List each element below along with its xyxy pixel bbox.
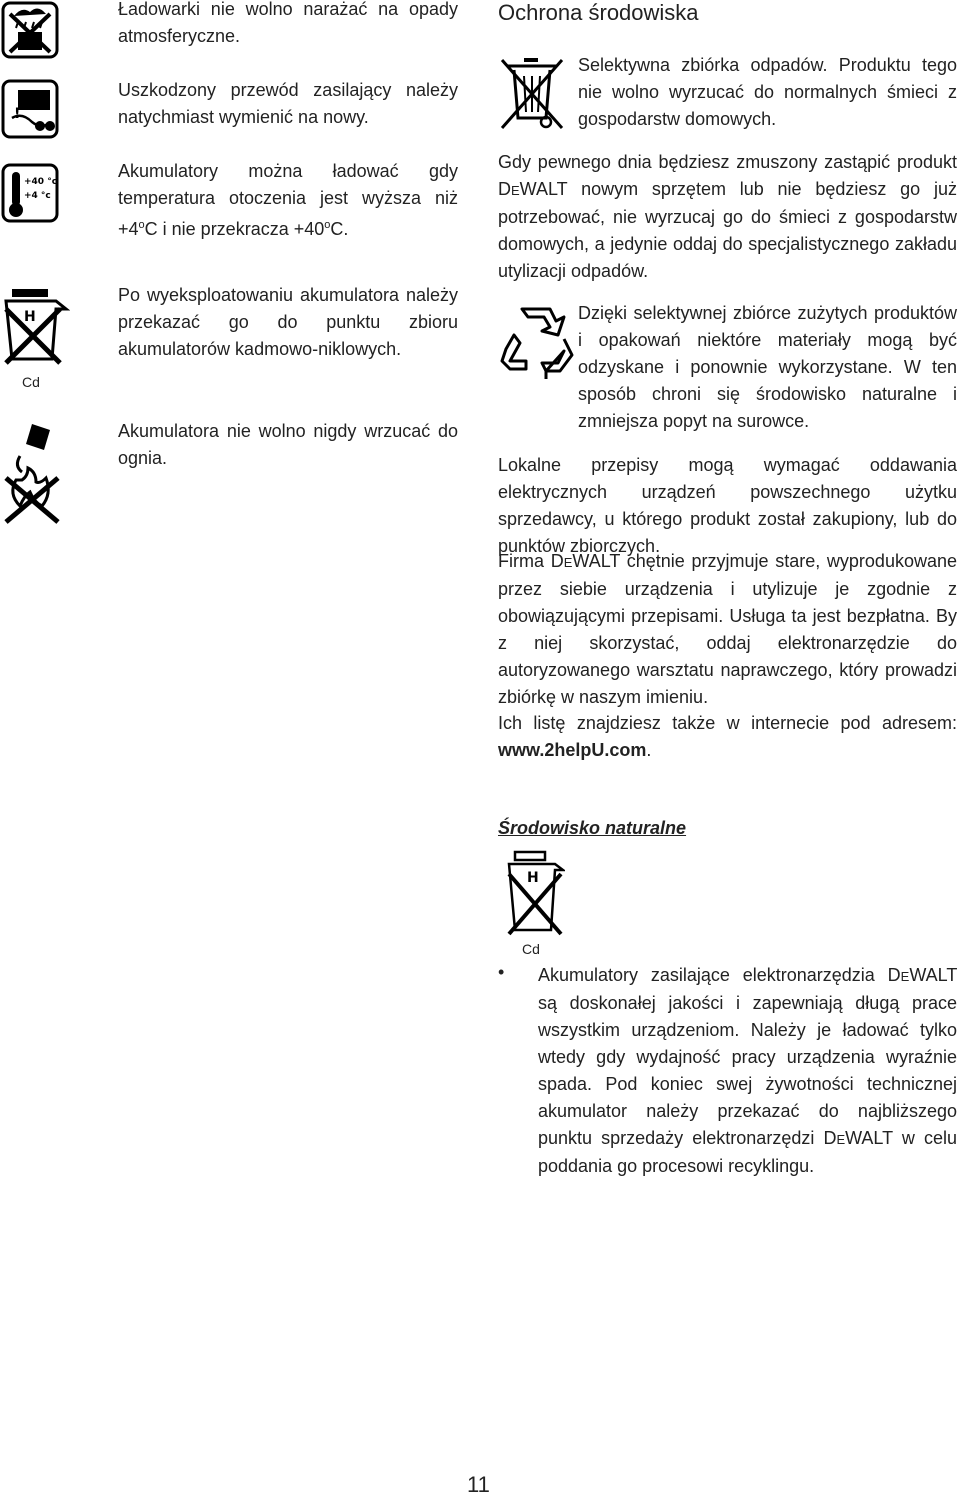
brand-dewalt-2	[551, 551, 620, 571]
left-p3-b: C i nie przekracza +40	[144, 219, 325, 239]
brand-e: E	[900, 969, 910, 984]
brand-dewalt-3	[888, 965, 957, 985]
svg-text:H: H	[24, 309, 36, 325]
right-p2-a: Gdy pewnego dnia będziesz zmuszony zastąpić produkt	[498, 152, 957, 172]
brand-e: E	[511, 183, 520, 198]
right-paragraph-5	[498, 548, 957, 711]
brand-walt: WALT	[909, 965, 957, 985]
brand-d: D	[887, 965, 901, 985]
brand-e: E	[563, 555, 573, 570]
right-p5-a: Firma	[498, 551, 551, 571]
crossed-bin-cd-icon	[0, 285, 70, 365]
brand-e: E	[836, 1132, 846, 1147]
right-p6-a: Ich listę znajdziesz także w internecie pod adresem:	[498, 713, 957, 733]
bullet-marker: •	[498, 962, 505, 982]
right-paragraph-6	[498, 710, 957, 764]
bullet-paragraph	[538, 962, 957, 1180]
brand-dewalt-1	[498, 179, 567, 199]
page-number: 11	[467, 1472, 490, 1497]
thermo-lo-label: +4 °c	[24, 191, 51, 201]
left-p3-sup1: o	[138, 219, 145, 231]
brand-dewalt-4	[823, 1128, 892, 1148]
brand-walt: WALT	[519, 179, 568, 199]
right-paragraph-1: Selektywna zbiórka odpadów. Produktu tego nie wolno wyrzucać do normalnych śmieci z gospodarstw domowych.	[578, 55, 957, 129]
thermometer-icon	[0, 162, 60, 224]
brand-walt: WALT	[572, 551, 621, 571]
crossed-bin-cd-icon-right	[505, 848, 565, 938]
right-paragraph-3: Dzięki selektywnej zbiórce zużytych produktów i opakowań niektóre materiały mogą być odzyskane i ponownie wykorzystane. W ten sposób chroni się środowisko naturalne i zmniejsza popyt na surowce.	[578, 303, 957, 431]
brand-walt: WALT	[845, 1128, 893, 1148]
right-paragraph-2	[498, 149, 957, 285]
left-paragraph-2: Uszkodzony przewód zasilający należy natychmiast wymienić na nowy.	[118, 80, 458, 127]
bullet-b: są doskonałej jakości i zapewniają długą prace wszystkim urządzeniom. Należy je ładować tylko wtedy gdy wydajność pracy urządzenia wyraźnie spada. Pod koniec swej żywotności technicznej akumulator należy przekazać do najbliższego punktu sprzedaży elektronarzędzi	[538, 993, 957, 1148]
left-p3-sup2: o	[324, 219, 331, 231]
cd-label-right: Cd	[522, 941, 540, 957]
right-paragraph-4: Lokalne przepisy mogą wymagać oddawania elektrycznych urządzeń powszechnego użytku sprzedawcy, u którego produkt został zakupiony, lub do punktów zbiorczych.	[498, 455, 957, 556]
cd-label-left: Cd	[22, 374, 40, 390]
bullet-a: Akumulatory zasilające elektronarzędzia	[538, 965, 888, 985]
no-rain-icon	[0, 0, 60, 60]
svg-text:H: H	[527, 870, 539, 886]
thermo-hi-label: +40 °c	[24, 177, 58, 187]
section-heading: Ochrona środowiska	[498, 0, 699, 25]
right-p6-end: .	[646, 740, 652, 760]
subheading-natural-environment: Środowisko naturalne	[498, 818, 687, 838]
left-paragraph-3	[118, 158, 458, 243]
svg-text:!: !	[14, 106, 21, 122]
right-p2-b: nowym sprzętem lub nie będziesz go już potrzebować, nie wyrzucaj go do śmieci z gospodarstw domowych, a jedynie oddaj do specjalistycznego zakładu utylizacji odpadów.	[498, 179, 957, 281]
left-paragraph-5: Akumulatora nie wolno nigdy wrzucać do ognia.	[118, 421, 458, 468]
left-paragraph-4: Po wyeksploatowaniu akumulatora należy przekazać go do punktu zbioru akumulatorów kadmowo-niklowych.	[118, 285, 458, 359]
recycle-icon	[498, 305, 574, 381]
left-p3-a: Akumulatory można ładować gdy temperatura otoczenia jest wyższa niż +4	[118, 161, 458, 239]
brand-d: D	[550, 551, 564, 571]
brand-d: D	[498, 179, 511, 199]
right-p5-b: chętnie przyjmuje stare, wyprodukowane przez siebie urządzenia i utylizuje je zgodnie z obowiązującymi przepisami. Usługa ta jest bezpłatna. By z niej skorzystać, oddaj elektronarzędzie do autoryzowanego warsztatu naprawczego, który prowadzi zbiórkę w naszym imieniu.	[498, 551, 957, 707]
damaged-cord-icon	[0, 78, 60, 140]
brand-d: D	[823, 1128, 837, 1148]
bullet-c: w celu poddania go procesowi recyklingu.	[538, 1128, 957, 1176]
left-paragraph-1: Ładowarki nie wolno narażać na opady atmosferyczne.	[118, 0, 458, 46]
left-p3-c: C.	[330, 219, 349, 239]
website-link[interactable]: www.2helpU.com	[498, 740, 647, 760]
no-fire-icon	[2, 420, 64, 526]
crossed-wheelie-bin-icon	[498, 54, 566, 132]
